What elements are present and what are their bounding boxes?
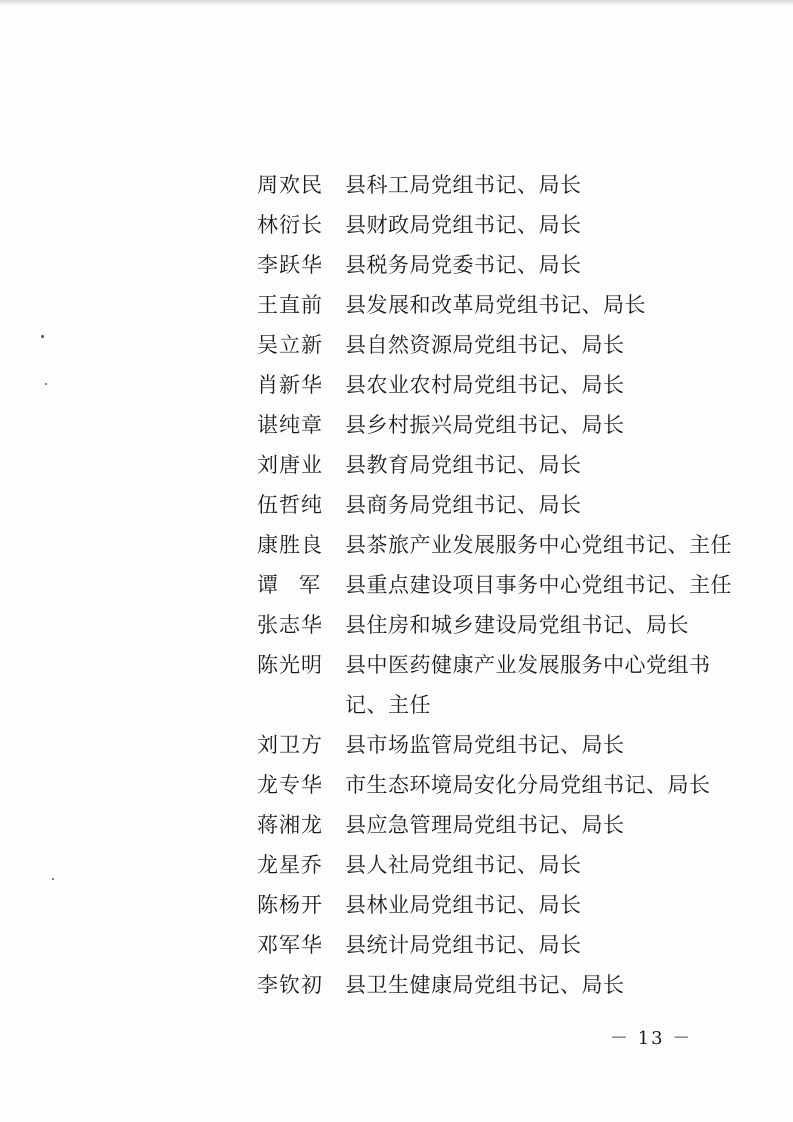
scan-speck (41, 335, 44, 338)
person-title: 县发展和改革局党组书记、局长 (345, 293, 646, 317)
person-title: 县林业局党组书记、局长 (345, 893, 582, 917)
roster-entry (257, 925, 717, 965)
roster-entry (257, 245, 717, 285)
person-title: 县农业农村局党组书记、局长 (345, 373, 625, 397)
roster-entry (257, 565, 732, 605)
person-name: 谭 军 (257, 573, 320, 597)
person-name: 蒋湘龙 (257, 813, 323, 837)
roster-entry (257, 725, 717, 765)
person-title: 县茶旅产业发展服务中心党组书记、主任 (345, 533, 732, 557)
person-name: 邓军华 (257, 933, 323, 957)
person-title: 县住房和城乡建设局党组书记、局长 (345, 613, 689, 637)
person-name: 王直前 (257, 293, 323, 317)
scan-speck (52, 878, 54, 880)
person-title: 县卫生健康局党组书记、局长 (345, 973, 625, 997)
person-title: 县科工局党组书记、局长 (345, 173, 582, 197)
person-title: 县财政局党组书记、局长 (345, 213, 582, 237)
person-title: 县商务局党组书记、局长 (345, 493, 582, 517)
person-title: 县自然资源局党组书记、局长 (345, 333, 625, 357)
person-title: 县人社局党组书记、局长 (345, 853, 582, 877)
roster-entry (257, 845, 717, 885)
person-title: 县市场监管局党组书记、局长 (345, 733, 625, 757)
person-name: 林衍长 (257, 213, 323, 237)
roster-entry (257, 885, 717, 925)
person-name: 陈杨开 (257, 893, 323, 917)
roster-entry (257, 205, 717, 245)
person-name: 龙星乔 (257, 853, 323, 877)
person-title: 县教育局党组书记、局长 (345, 453, 582, 477)
person-name: 李跃华 (257, 253, 323, 277)
roster-entry (257, 645, 717, 725)
person-title: 县税务局党委书记、局长 (345, 253, 582, 277)
person-name: 陈光明 (257, 653, 323, 677)
roster-entry (257, 325, 717, 365)
scan-speck (45, 383, 47, 385)
person-name: 张志华 (257, 613, 323, 637)
person-name: 肖新华 (257, 373, 323, 397)
roster-entry (257, 765, 717, 805)
person-title: 市生态环境局安化分局党组书记、局长 (345, 773, 711, 797)
roster-entry (257, 285, 717, 325)
person-name: 龙专华 (257, 773, 323, 797)
person-name: 伍哲纯 (257, 493, 323, 517)
person-title: 县乡村振兴局党组书记、局长 (345, 413, 625, 437)
person-name: 刘卫方 (257, 733, 323, 757)
person-title: 县中医药健康产业发展服务中心党组书记、主任 (345, 653, 711, 717)
scan-top-edge (0, 0, 793, 6)
person-name: 刘唐业 (257, 453, 323, 477)
person-name: 康胜良 (257, 533, 323, 557)
roster-entry (257, 405, 717, 445)
roster-entry (257, 965, 717, 1005)
person-name: 谌纯章 (257, 413, 323, 437)
roster-entry (257, 525, 732, 565)
person-title: 县重点建设项目事务中心党组书记、主任 (345, 573, 732, 597)
roster-entry (257, 165, 717, 205)
roster-entry (257, 805, 717, 845)
roster-entry (257, 445, 717, 485)
roster-entry (257, 365, 717, 405)
person-name: 李钦初 (257, 973, 323, 997)
roster-entry (257, 485, 717, 525)
person-name: 周欢民 (257, 173, 323, 197)
roster-list (257, 165, 732, 1005)
page-number: － 13 － (610, 1028, 693, 1049)
person-name: 吴立新 (257, 333, 323, 357)
person-title: 县统计局党组书记、局长 (345, 933, 582, 957)
person-title: 县应急管理局党组书记、局长 (345, 813, 625, 837)
roster-entry (257, 605, 717, 645)
